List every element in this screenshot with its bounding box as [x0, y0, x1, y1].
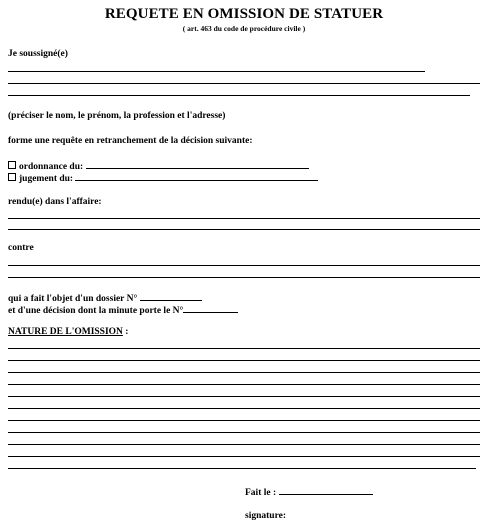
contre-label: contre: [8, 243, 34, 253]
dossier-row: [8, 292, 202, 304]
minute-number-field[interactable]: [183, 304, 238, 313]
requete-label: forme une requête en retranchement de la décision suivante:: [8, 136, 253, 146]
soussigne-line-3[interactable]: [8, 95, 470, 96]
jugement-date-field[interactable]: [75, 172, 318, 181]
nature-label: NATURE DE L'OMISSION: [8, 327, 123, 337]
nature-line[interactable]: [8, 456, 480, 457]
soussigne-line-1[interactable]: [8, 71, 425, 72]
soussigne-label: Je soussigné(e): [8, 49, 68, 59]
nature-line[interactable]: [8, 420, 480, 421]
nature-line[interactable]: [8, 372, 480, 373]
nature-suffix: :: [122, 327, 129, 337]
contre-line-1[interactable]: [8, 265, 480, 266]
affaire-line-2[interactable]: [8, 229, 480, 230]
dossier-label: qui a fait l'objet d'un dossier N°: [8, 294, 138, 304]
jugement-checkbox[interactable]: [8, 173, 16, 181]
signature-label: signature:: [245, 511, 286, 521]
jugement-label: jugement du:: [19, 174, 74, 184]
form-title: REQUETE EN OMISSION DE STATUER: [104, 6, 384, 22]
minute-label: et d'une décision dont la minute porte le N°: [8, 306, 184, 316]
nature-line[interactable]: [8, 360, 480, 361]
nature-line[interactable]: [8, 432, 480, 433]
nature-line[interactable]: [8, 444, 480, 445]
nature-heading: [8, 327, 128, 337]
soussigne-line-2[interactable]: [8, 83, 480, 84]
nature-line[interactable]: [8, 384, 480, 385]
rendu-label: rendu(e) dans l'affaire:: [8, 197, 102, 207]
fait-le-row: [245, 486, 373, 498]
preciser-label: (préciser le nom, le prénom, la profession et l'adresse): [8, 111, 226, 121]
form-subtitle: ( art. 463 du code de procédure civile ): [182, 24, 306, 33]
affaire-line-1[interactable]: [8, 218, 480, 219]
fait-le-label: Fait le :: [245, 488, 277, 498]
ordonnance-checkbox[interactable]: [8, 161, 16, 169]
ordonnance-date-field[interactable]: [86, 160, 309, 169]
minute-row: [8, 304, 238, 316]
nature-line[interactable]: [8, 396, 480, 397]
dossier-number-field[interactable]: [140, 292, 202, 301]
nature-line[interactable]: [8, 468, 476, 469]
nature-line[interactable]: [8, 408, 480, 409]
jugement-option[interactable]: [8, 172, 318, 184]
fait-le-field[interactable]: [279, 486, 373, 495]
nature-line[interactable]: [8, 348, 480, 349]
contre-line-2[interactable]: [8, 277, 480, 278]
ordonnance-label: ordonnance du:: [19, 162, 84, 172]
ordonnance-option[interactable]: [8, 160, 309, 172]
